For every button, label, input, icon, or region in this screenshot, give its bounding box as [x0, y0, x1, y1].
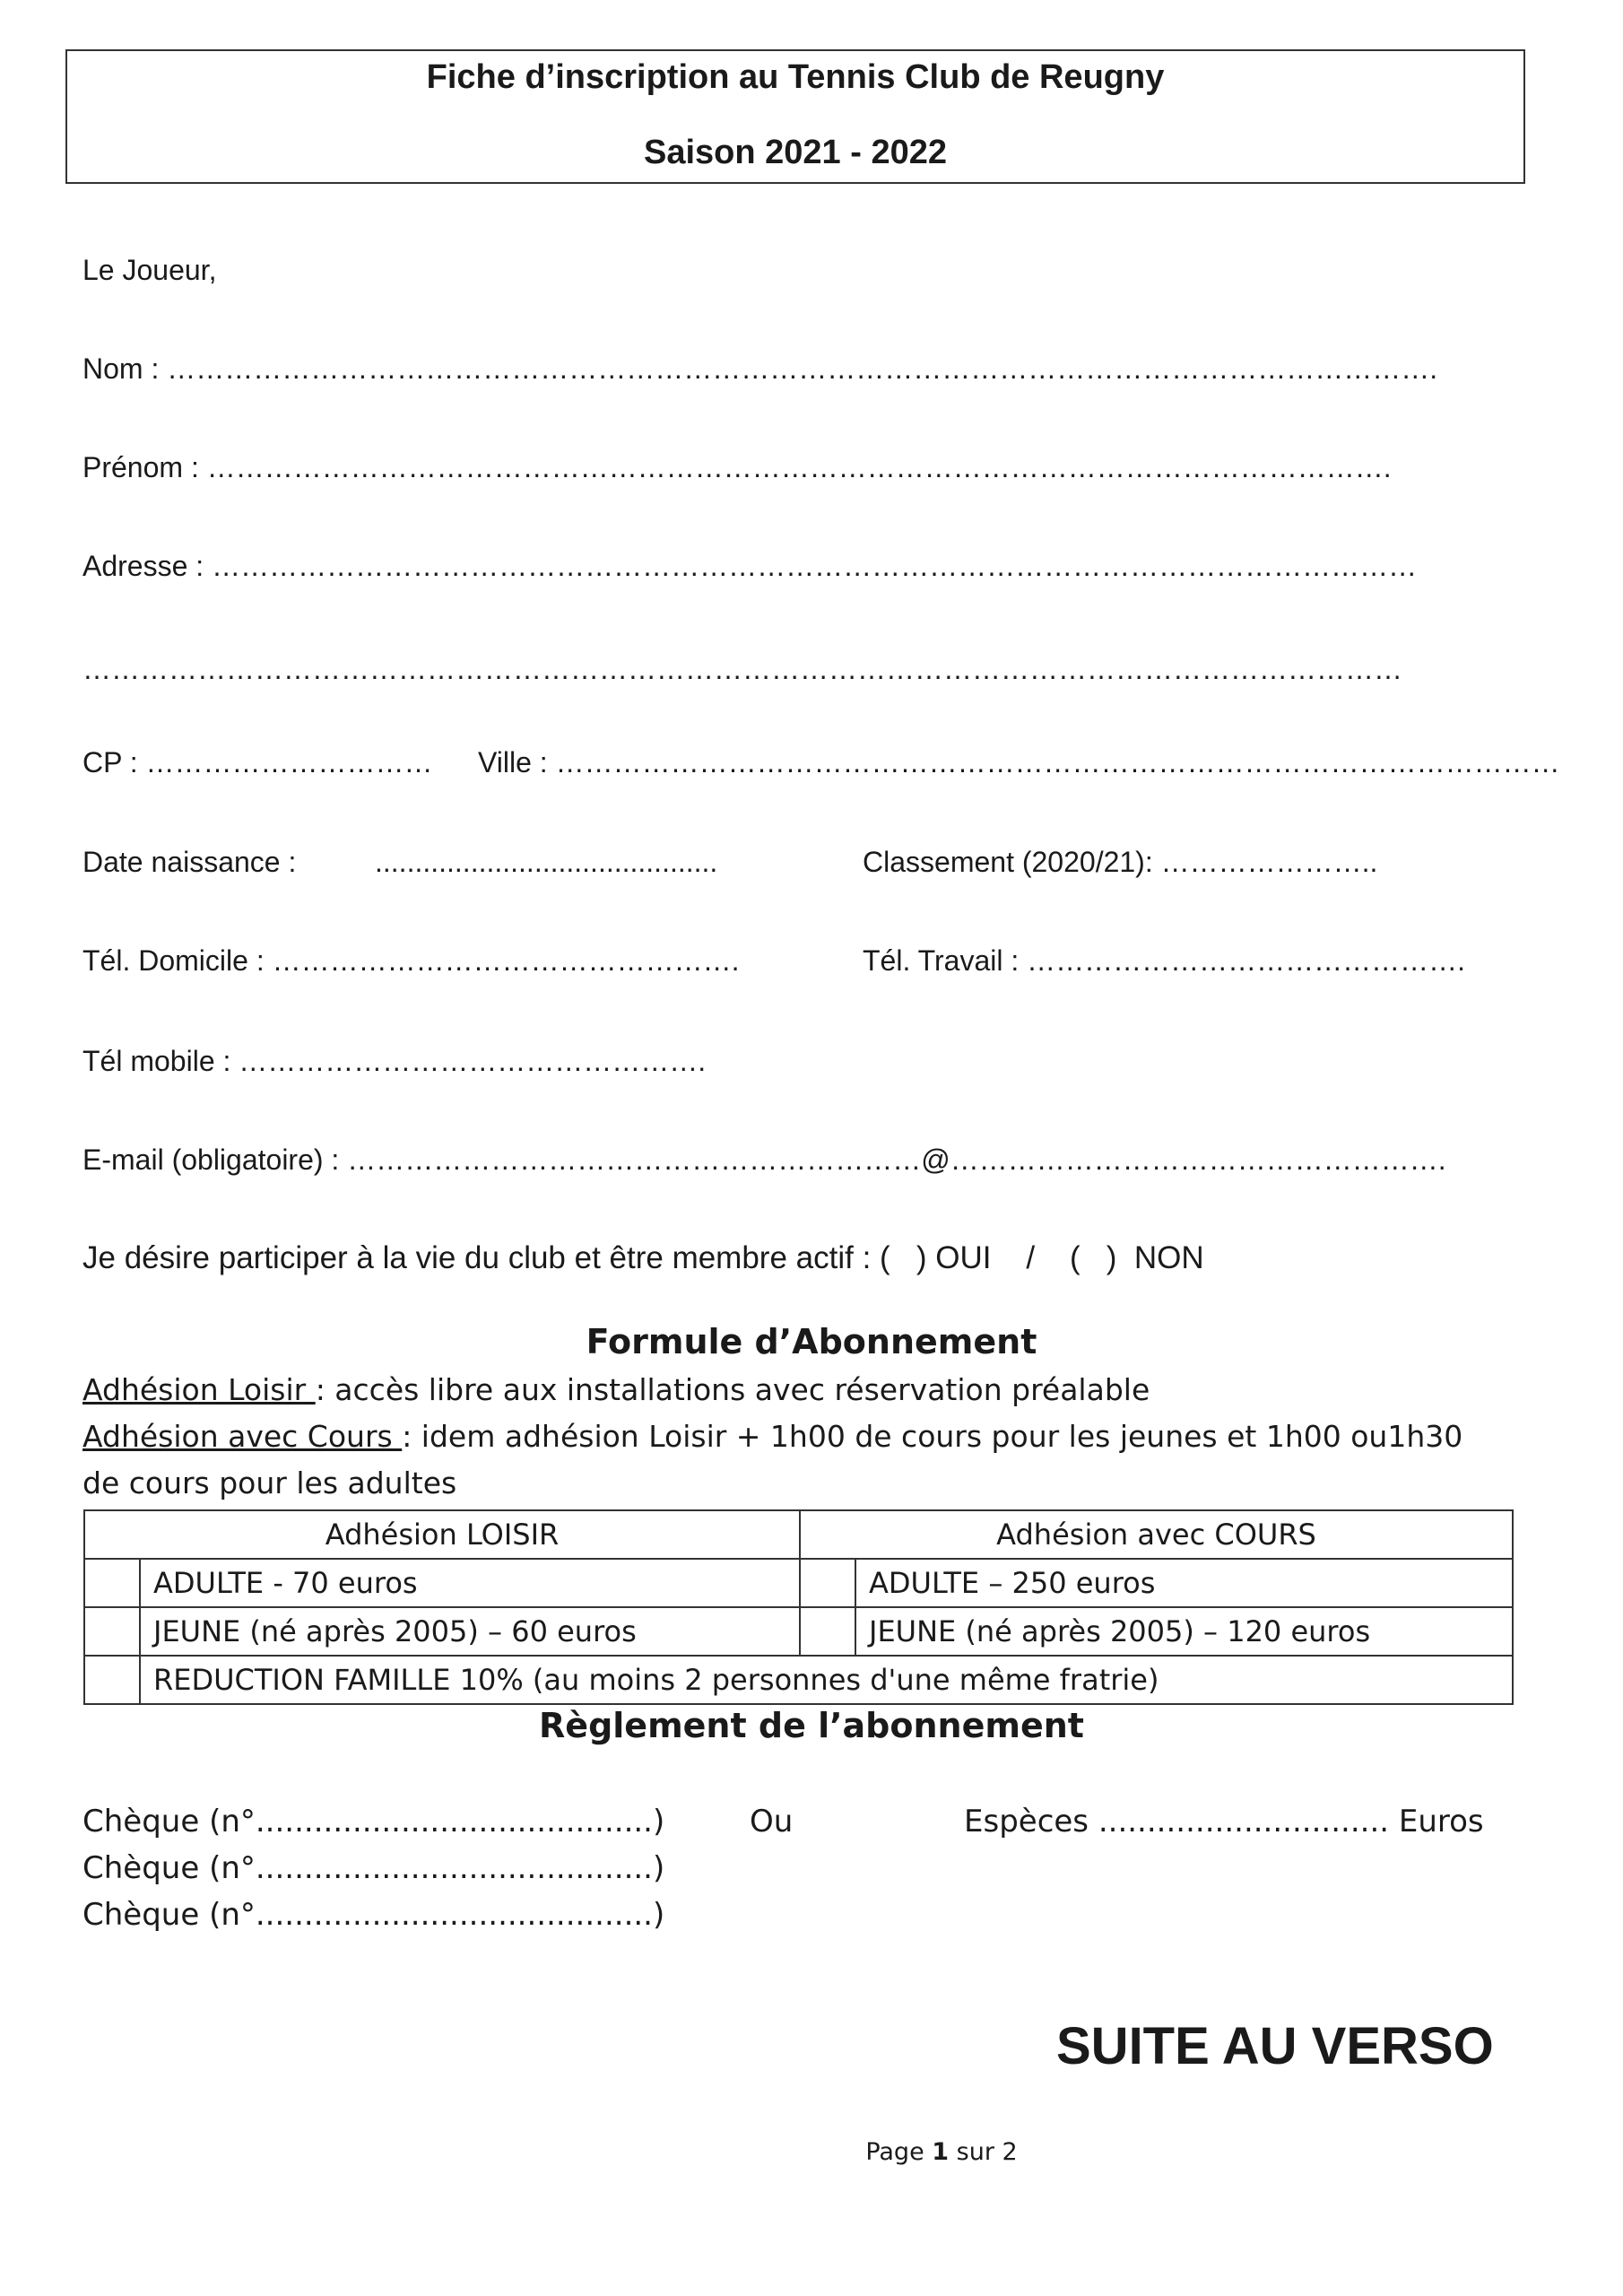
cours-text-line2: de cours pour les adultes — [82, 1465, 457, 1500]
adresse-field[interactable]: Adresse : ……………………………………………………………………………………………………………… — [82, 550, 1418, 582]
especes-field[interactable]: Espèces .............................. Euros — [964, 1804, 1484, 1839]
season-label: Saison 2021 - 2022 — [644, 134, 947, 171]
date-naissance-field[interactable]: ........................................... — [375, 846, 718, 878]
adresse-line2-field[interactable]: ………………………………………………………………………………………………………………………… — [82, 653, 1402, 685]
date-naissance-label: Date naissance : — [82, 846, 297, 878]
cours-jeune-checkbox[interactable] — [800, 1607, 855, 1656]
abonnement-title: Formule d’Abonnement — [586, 1322, 1037, 1361]
table-row — [84, 1559, 1513, 1607]
ville-field[interactable]: Ville : …………………………………………………………………………………………… — [478, 746, 1560, 778]
nom-field[interactable]: Nom : ……………………………………………………………………………………………………………………. — [82, 352, 1438, 385]
loisir-description — [82, 1372, 1150, 1407]
tel-mobile-field[interactable]: Tél mobile : …………………………………………. — [82, 1045, 707, 1077]
tel-domicile-field[interactable]: Tél. Domicile : …………………………………………. — [82, 944, 740, 977]
loisir-jeune-checkbox[interactable] — [84, 1607, 140, 1656]
membre-actif-choice[interactable]: Je désire participer à la vie du club et être membre actif : ( ) OUI / ( ) NON — [82, 1240, 1204, 1275]
page-prefix: Page — [865, 2138, 933, 2166]
cours-description — [82, 1419, 1462, 1454]
suite-au-verso: SUITE AU VERSO — [1056, 2017, 1494, 2075]
intro-text: Le Joueur, — [82, 254, 217, 286]
cheque-2-field[interactable]: Chèque (n°.........................................) — [82, 1850, 665, 1886]
loisir-text: : accès libre aux installations avec réservation préalable — [315, 1372, 1150, 1407]
col-header-loisir: Adhésion LOISIR — [84, 1510, 800, 1559]
prenom-field[interactable]: Prénom : ……………………………………………………………………………………………………………. — [82, 451, 1392, 483]
loisir-adulte-checkbox[interactable] — [84, 1559, 140, 1607]
loisir-label: Adhésion Loisir — [82, 1372, 316, 1407]
cours-label: Adhésion avec Cours — [82, 1419, 403, 1454]
cheque-1-field[interactable]: Chèque (n°.........................................) — [82, 1804, 665, 1839]
form-title: Fiche d’inscription au Tennis Club de Reugny — [426, 58, 1165, 96]
table-row — [84, 1656, 1513, 1704]
cheque-3-field[interactable]: Chèque (n°.........................................) — [82, 1897, 665, 1933]
loisir-jeune-option: JEUNE (né après 2005) – 60 euros — [140, 1607, 800, 1656]
page-number — [0, 2138, 1623, 2166]
table-row — [84, 1607, 1513, 1656]
cours-jeune-option: JEUNE (né après 2005) – 120 euros — [855, 1607, 1513, 1656]
reduction-option: REDUCTION FAMILLE 10% (au moins 2 personnes d'une même fratrie) — [140, 1656, 1513, 1704]
cours-adulte-checkbox[interactable] — [800, 1559, 855, 1607]
email-field[interactable]: E-mail (obligatoire) : ……………………………………………………@……………………………………………. — [82, 1144, 1446, 1176]
cours-adulte-option: ADULTE – 250 euros — [855, 1559, 1513, 1607]
reglement-title: Règlement de l’abonnement — [539, 1706, 1084, 1745]
cours-text: : idem adhésion Loisir + 1h00 de cours pour les jeunes et 1h00 ou1h30 — [402, 1419, 1463, 1454]
reduction-checkbox[interactable] — [84, 1656, 140, 1704]
page-suffix: sur 2 — [949, 2138, 1018, 2166]
table-row — [84, 1510, 1513, 1559]
ou-label: Ou — [750, 1804, 794, 1839]
page-current: 1 — [932, 2138, 950, 2166]
header-box — [65, 49, 1525, 184]
tarifs-table — [83, 1509, 1514, 1705]
col-header-cours: Adhésion avec COURS — [800, 1510, 1513, 1559]
tel-travail-field[interactable]: Tél. Travail : ………………………………………. — [863, 944, 1466, 977]
loisir-adulte-option: ADULTE - 70 euros — [140, 1559, 800, 1607]
classement-field[interactable]: Classement (2020/21): ………………….. — [863, 846, 1378, 878]
cp-field[interactable]: CP : ………………………… — [82, 746, 433, 778]
